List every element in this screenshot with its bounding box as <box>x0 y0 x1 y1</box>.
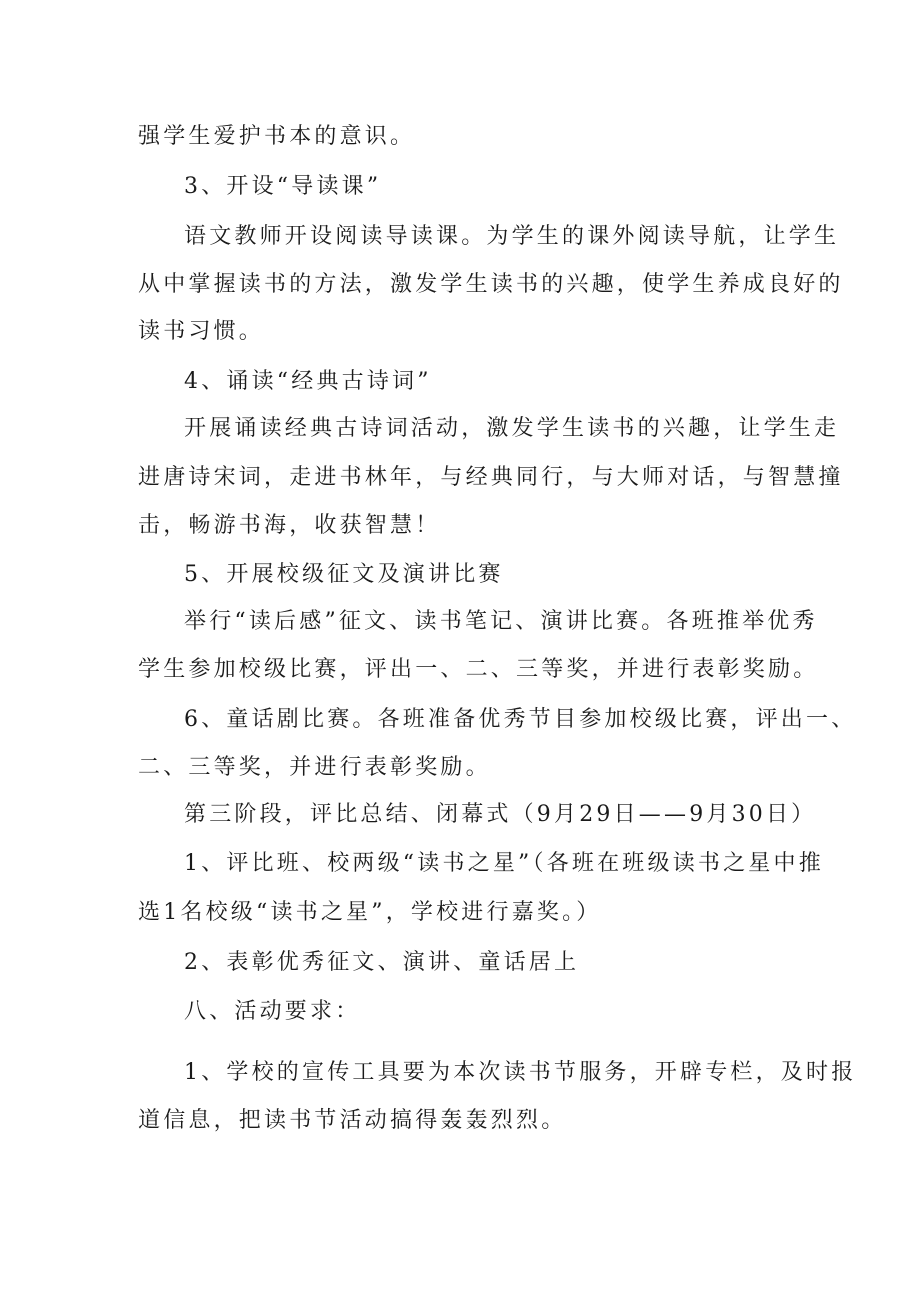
text-line: 学生参加校级比赛，评出一、二、三等奖，并进行表彰奖励。 <box>138 657 819 682</box>
section-heading: 八、活动要求： <box>184 999 361 1024</box>
text-line: 1、评比班、校两级“读书之星”（各班在班级读书之星中推 <box>184 851 824 876</box>
section-heading: 4、诵读“经典古诗词” <box>184 369 432 394</box>
text-line: 开展诵读经典古诗词活动，激发学生读书的兴趣，让学生走 <box>184 416 840 441</box>
text-line: 选1名校级“读书之星”，学校进行嘉奖。） <box>138 900 602 925</box>
section-heading: 5、开展校级征文及演讲比赛 <box>184 562 504 587</box>
text-line: 从中掌握读书的方法，激发学生读书的兴趣，使学生养成良好的 <box>138 272 844 297</box>
text-line: 2、表彰优秀征文、演讲、童话居上 <box>184 950 580 975</box>
text-line: 道信息，把读书节活动搞得轰轰烈烈。 <box>138 1108 567 1133</box>
text-line: 读书习惯。 <box>138 319 265 344</box>
text-line: 强学生爱护书本的意识。 <box>138 124 416 149</box>
text-line: 1、学校的宣传工具要为本次读书节服务，开辟专栏，及时报 <box>184 1060 857 1085</box>
text-line: 击，畅游书海，收获智慧！ <box>138 513 441 538</box>
text-line: 举行“读后感”征文、读书笔记、演讲比赛。各班推举优秀 <box>184 609 818 634</box>
text-line: 6、童话剧比赛。各班准备优秀节目参加校级比赛，评出一、 <box>184 707 857 732</box>
section-heading: 第三阶段，评比总结、闭幕式（9月29日——9月30日） <box>184 802 817 827</box>
text-line: 语文教师开设阅读导读课。为学生的课外阅读导航，让学生 <box>184 224 840 249</box>
section-heading: 3、开设“导读课” <box>184 174 382 199</box>
text-line: 二、三等奖，并进行表彰奖励。 <box>138 755 491 780</box>
text-line: 进唐诗宋词，走进书林年，与经典同行，与大师对话，与智慧撞 <box>138 465 844 490</box>
